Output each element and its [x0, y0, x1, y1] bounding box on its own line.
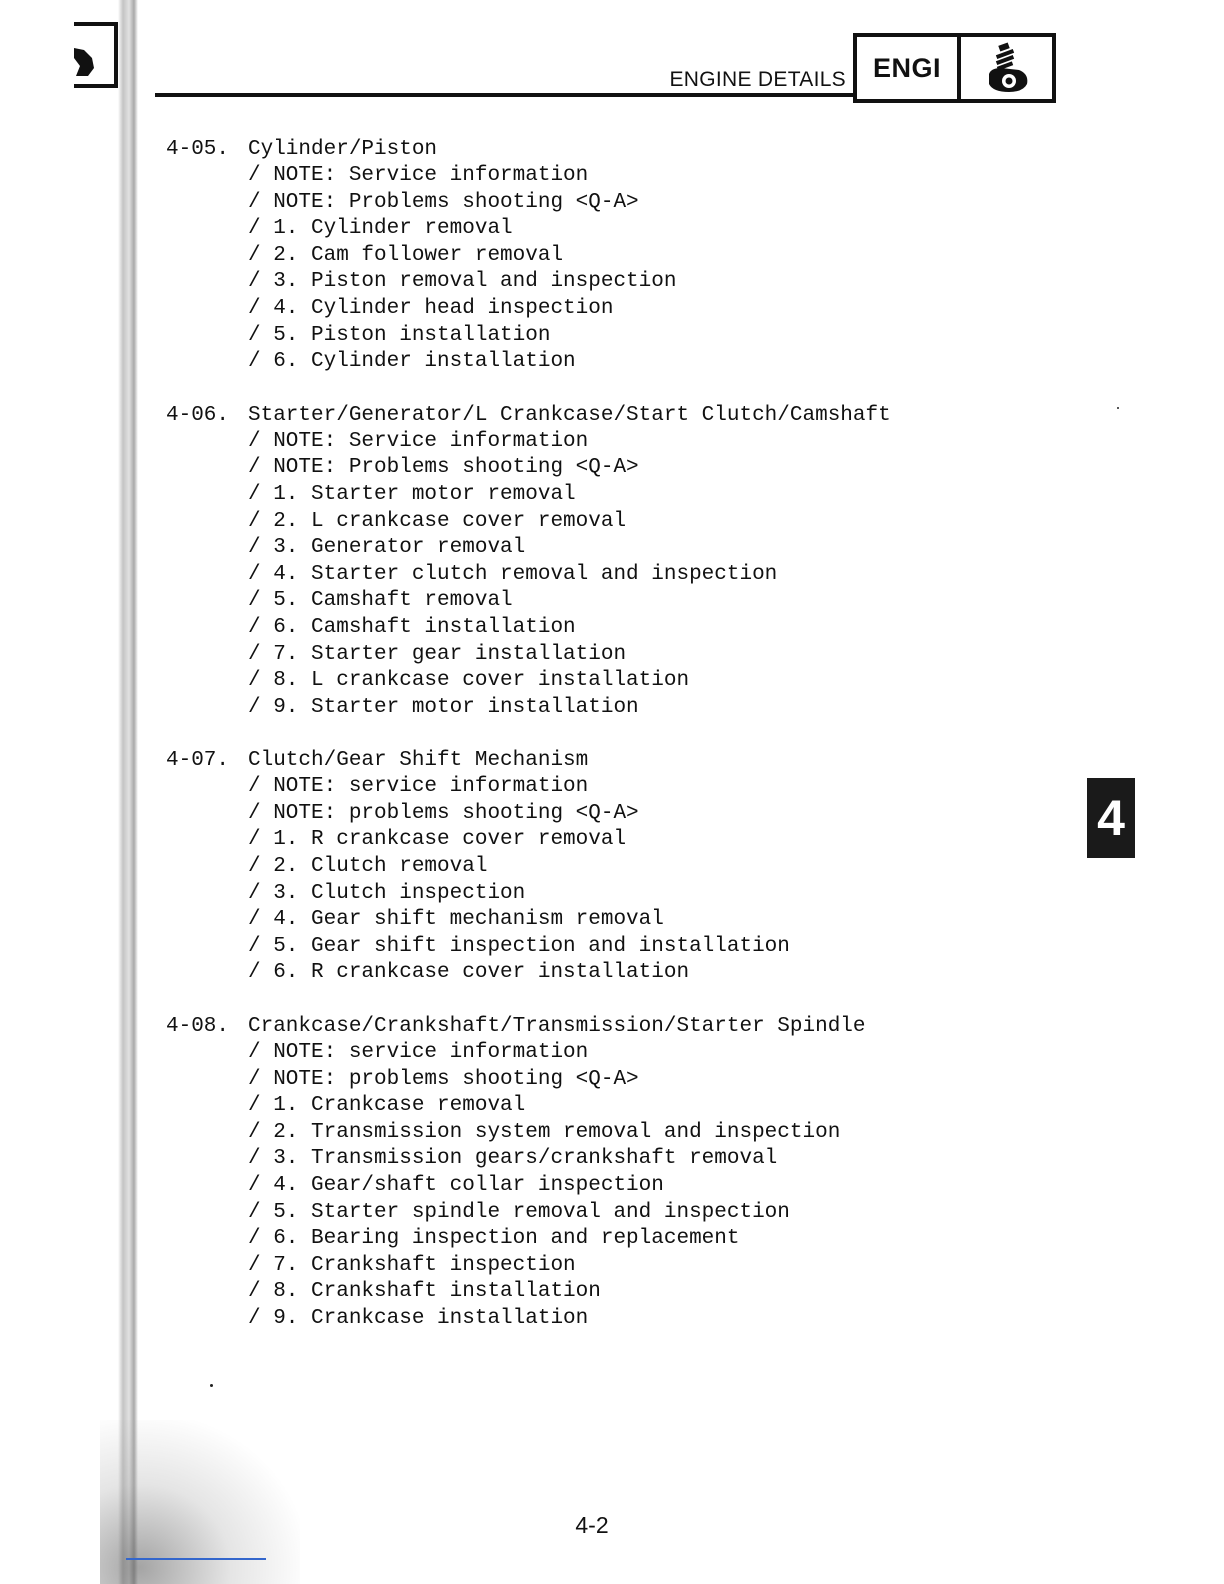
toc-item: / 3. Piston removal and inspection — [248, 270, 677, 294]
page-binding-edge — [118, 0, 138, 1584]
toc-item: / NOTE: Problems shooting <Q-A> — [248, 456, 639, 480]
toc-section-4-07 — [166, 747, 1026, 987]
engine-cylinder-icon — [961, 37, 1052, 99]
toc-section-4-08 — [166, 1013, 1026, 1333]
section-title: Starter/Generator/L Crankcase/Start Clutch/Camshaft — [248, 403, 891, 427]
engine-silhouette-icon — [70, 46, 96, 78]
scan-speck — [1117, 407, 1119, 409]
section-number: 4-08. — [166, 1015, 230, 1039]
toc-section-4-06 — [166, 402, 1026, 722]
toc-item: / 2. Cam follower removal — [248, 243, 564, 267]
toc-item: / 1. Starter motor removal — [248, 482, 576, 506]
toc-item: / NOTE: service information — [248, 1041, 589, 1065]
toc-item: / 2. L crankcase cover removal — [248, 509, 627, 533]
toc-item: / 6. Camshaft installation — [248, 615, 576, 639]
toc-item: / NOTE: Problems shooting <Q-A> — [248, 190, 639, 214]
toc-item: / 3. Transmission gears/crankshaft removal — [248, 1147, 778, 1171]
toc-item: / 7. Crankshaft inspection — [248, 1253, 576, 1277]
section-title: Cylinder/Piston — [248, 138, 438, 161]
toc-item: / 6. Bearing inspection and replacement — [248, 1227, 740, 1251]
bottom-rule — [126, 1558, 266, 1560]
toc-item: / 1. Cylinder removal — [248, 217, 513, 241]
toc-section-4-05 — [166, 136, 1026, 376]
toc-item: / 5. Piston installation — [248, 323, 551, 347]
toc-item: / 6. R crankcase cover installation — [248, 961, 690, 985]
toc-item: / NOTE: Service information — [248, 429, 589, 453]
table-of-contents — [166, 136, 1026, 1359]
toc-item: / 2. Clutch removal — [248, 855, 488, 879]
toc-item: / 6. Cylinder installation — [248, 350, 576, 374]
section-number: 4-05. — [166, 138, 230, 161]
scan-speck — [210, 1384, 213, 1387]
toc-item: / 5. Starter spindle removal and inspection — [248, 1200, 790, 1224]
toc-item: / NOTE: problems shooting <Q-A> — [248, 1067, 639, 1091]
toc-item: / NOTE: service information — [248, 775, 589, 799]
section-title: Clutch/Gear Shift Mechanism — [248, 749, 589, 773]
chapter-tab: 4 — [1087, 778, 1135, 858]
section-number: 4-07. — [166, 749, 230, 773]
toc-item: / 4. Gear shift mechanism removal — [248, 908, 664, 932]
header-rule — [155, 93, 855, 97]
toc-item: / 1. R crankcase cover removal — [248, 828, 627, 852]
section-number: 4-06. — [166, 403, 230, 427]
section-code: ENGI — [857, 37, 961, 99]
toc-item: / NOTE: problems shooting <Q-A> — [248, 801, 639, 825]
toc-item: / NOTE: Service information — [248, 164, 589, 187]
toc-item: / 9. Crankcase installation — [248, 1306, 589, 1330]
toc-item: / 3. Generator removal — [248, 536, 526, 560]
section-indicator — [853, 33, 1056, 103]
toc-item: / 8. L crankcase cover installation — [248, 669, 690, 693]
toc-item: / 5. Camshaft removal — [248, 589, 513, 613]
toc-item: / 2. Transmission system removal and inspection — [248, 1120, 841, 1144]
toc-item: / 8. Crankshaft installation — [248, 1280, 601, 1304]
section-title: Crankcase/Crankshaft/Transmission/Starter Spindle — [248, 1015, 866, 1039]
toc-item: / 9. Starter motor installation — [248, 695, 639, 719]
toc-item: / 3. Clutch inspection — [248, 881, 526, 905]
page-number: 4-2 — [575, 1512, 609, 1538]
toc-item: / 1. Crankcase removal — [248, 1094, 526, 1118]
toc-item: / 5. Gear shift inspection and installation — [248, 934, 790, 958]
toc-item: / 4. Gear/shaft collar inspection — [248, 1174, 664, 1197]
page-header-title: ENGINE DETAILS — [669, 68, 846, 91]
toc-item: / 7. Starter gear installation — [248, 642, 627, 666]
toc-item: / 4. Starter clutch removal and inspection — [248, 562, 778, 586]
toc-item: / 4. Cylinder head inspection — [248, 296, 614, 320]
